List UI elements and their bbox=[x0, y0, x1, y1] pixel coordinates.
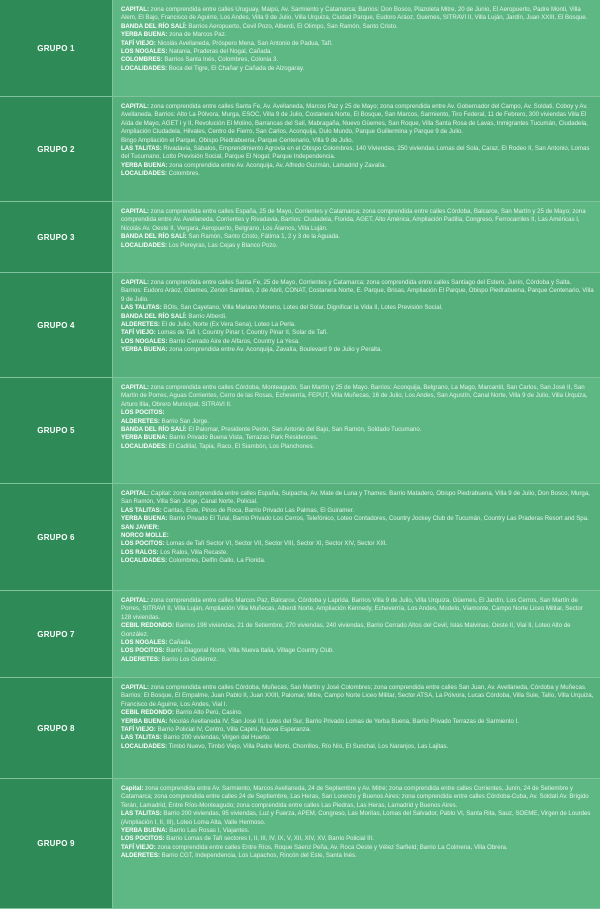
area-key: BANDA DEL RÍO SALÍ: bbox=[121, 426, 187, 434]
group-label: GRUPO 1 bbox=[0, 0, 113, 96]
area-text: San Ramón, Santo Cristo, Fátima 1, 2 y 3 de la Aguada. bbox=[186, 233, 341, 241]
area-text: Barrio Policial IV, Centro, Villa Capiní, Nueva Esperanza. bbox=[155, 726, 311, 734]
area-key: CAPITAL: bbox=[121, 208, 149, 215]
area-text: Los Pereyras, Las Cejas y Blanco Pozo. bbox=[167, 241, 278, 249]
area-key: LOS POCITOS: bbox=[121, 409, 165, 417]
area-line bbox=[121, 279, 594, 304]
area-line bbox=[121, 490, 594, 507]
area-key: TAFÍ VIEJO: bbox=[121, 843, 156, 851]
group-row bbox=[0, 484, 600, 591]
area-key: YERBA BUENA: bbox=[121, 434, 168, 442]
area-key: YERBA BUENA: bbox=[121, 515, 168, 523]
area-line bbox=[121, 233, 594, 241]
area-line bbox=[121, 639, 594, 647]
area-key: CAPITAL: bbox=[121, 103, 149, 110]
area-key: CAPITAL: bbox=[121, 597, 149, 604]
area-key: BANDA DEL RÍO SALÍ: bbox=[121, 233, 187, 241]
group-label: GRUPO 6 bbox=[0, 484, 113, 590]
area-line bbox=[121, 647, 594, 655]
area-text: El de Julio, Norte (Ex Vera Sena), Loteo La Perla. bbox=[159, 321, 296, 329]
area-line bbox=[121, 734, 594, 742]
area-text: zona comprendida entre calles Córdoba, Muñecas, San Martín y José Colombres; zona comprendida entre calles San Juan, Av. Avellaneda, Córdoba y Muñecas. Barrios: El Bosque, El Empalme, Juan Pablo II, Juan XXIII, Palomar, Mitre, Campo Norte Liceo Militar, Sector ATSA, La Pólvora, Lucas Córdoba, Villa Sule, Talío, Villa Urquiza, Francisco de Aguirre, Los Andes, Vial I. bbox=[121, 684, 594, 708]
area-key: CAPITAL: bbox=[121, 490, 149, 497]
group-row bbox=[0, 378, 600, 484]
area-line bbox=[121, 684, 594, 709]
area-key: LOS NOGALES: bbox=[121, 639, 168, 647]
area-line bbox=[121, 443, 594, 451]
area-text: Cañada. bbox=[167, 639, 193, 647]
area-text: zona comprendida entre Av. Aconquija, Zavalía, Boulevard 9 de Julio y Peralta. bbox=[167, 346, 383, 354]
area-text: Boca del Tigre, El Chañar y Cañada de Alzogaray. bbox=[167, 64, 305, 72]
area-key: ALDERETES: bbox=[121, 321, 160, 329]
area-text: Caritas, Este, Pinos de Roca, Barrio Privado Las Palmas, El Guiramer. bbox=[161, 506, 355, 514]
group-content bbox=[113, 678, 600, 778]
area-line bbox=[121, 810, 594, 827]
area-key: YERBA BUENA: bbox=[121, 161, 168, 169]
area-text: Capital: zona comprendida entre calles España, Suipacha, Av. Mate de Luna y Thames. Barrio Matadero, Obispo Piedrabuena, Villa 9 de Julio, Don Bosco, Murga, San Ramón, Villa San Jorge, Canal Norte, Policial. bbox=[121, 490, 590, 506]
area-key: LOCALIDADES: bbox=[121, 442, 168, 450]
group-content bbox=[113, 779, 600, 908]
area-text: Rivadavia, Sábalos, Emprendimiento Agrovia en el Obispo Colombres, 140 Viviendas, 250 viviendas Lomas del Sola, Caraz, El Rodeo II, San Antonio, Lomas del Tucumano, Lotto Previsión Social, Parque El Nogal; Parque Independencia. bbox=[121, 145, 590, 161]
area-key: LOCALIDADES: bbox=[121, 64, 168, 72]
area-line bbox=[121, 844, 594, 852]
area-text: zona comprendida entre calles Córdoba, Monteagudo, San Martín y 25 de Mayo. Barrios: Aconquija, Belgrano, La Mago, Marcantil, San Carlos, San José II, San Martín de Porres, Aguas Corrientes, Cerro de las Rosas, Echeverría, FEPUT, Villa Muñecas, 16 de Julio, Los Andes, San Agustín, Canal Norte, Villa 9 de Julio, Villa Urquiza, Arturo Illia, Obrero Municipal, SITRAVI II. bbox=[121, 384, 588, 408]
area-text: zona comprendida entre calles Santa Fe, 25 de Mayo, Corrientes y Catamarca; zona comprendida entre calles Santiago del Estero, Junín, Córdoba y Salta. Barrios: Eudoro Aráoz, Güemes, Zenón Santillán, 2 de Abril, CONAT, Costanera Norte, E. Parque, Brisas, Ampliación El Parque, Obispo Piedrabuena, Parque Centenario, Villa 9 de Julio. bbox=[121, 279, 594, 303]
area-text: Barrio Diagonal Norte, Villa Nueva Italia, Village Country Club. bbox=[164, 647, 335, 655]
area-key: SAN JAVIER: bbox=[121, 523, 160, 531]
area-key: LAS TALITAS: bbox=[121, 734, 162, 742]
area-key: LOCALIDADES: bbox=[121, 742, 168, 750]
area-key: CAPITAL: bbox=[121, 279, 149, 286]
area-line bbox=[121, 718, 594, 726]
group-row bbox=[0, 591, 600, 678]
area-line bbox=[121, 524, 594, 532]
group-content bbox=[113, 591, 600, 677]
area-line bbox=[121, 170, 594, 178]
area-line bbox=[121, 162, 594, 170]
area-key: YERBA BUENA: bbox=[121, 827, 168, 835]
area-text: Lomas de Tafí Sector VI, Sector VII, Sector VIII, Sector XI, Sector XIV, Sector XIII. bbox=[164, 540, 388, 548]
area-text: Barrio Los Gutiérrez. bbox=[159, 655, 218, 663]
area-text: Barrio Privado El Tulal, Barrio Privado Los Cerros, Telefónico, Loteo Contadores, Country Jockey Club de Tucumán, Country Las Praderas Resort and Spa. bbox=[167, 515, 589, 523]
area-text: Barrio CGT, Independencia, Los Lapachos, Rincón del Este, Santa Inés. bbox=[159, 852, 357, 860]
area-line bbox=[121, 726, 594, 734]
area-key: NORCO MOLLE: bbox=[121, 532, 169, 540]
area-text: Natania, Praderas del Nogal, Cañada. bbox=[167, 48, 273, 56]
area-key: TAFÍ VIEJO: bbox=[121, 39, 156, 47]
area-line bbox=[121, 48, 594, 56]
area-key: LOS RALOS: bbox=[121, 548, 159, 556]
area-key: LOS POCITOS: bbox=[121, 540, 165, 548]
group-content bbox=[113, 378, 600, 483]
area-key: TAFÍ VIEJO: bbox=[121, 726, 156, 734]
area-line bbox=[121, 656, 594, 664]
area-line bbox=[121, 65, 594, 73]
area-line bbox=[121, 329, 594, 337]
area-key: LAS TALITAS: bbox=[121, 810, 162, 818]
area-line bbox=[121, 313, 594, 321]
area-line bbox=[121, 409, 594, 417]
area-line bbox=[121, 384, 594, 409]
area-line bbox=[121, 835, 594, 843]
group-label: GRUPO 9 bbox=[0, 779, 113, 908]
area-line bbox=[121, 827, 594, 835]
area-line bbox=[121, 434, 594, 442]
area-text: Barrios Aeropuerto, Cevil Pozo, Alberdi, El Olimpo, San Ramón, Santo Cristo. bbox=[186, 22, 398, 30]
area-line bbox=[121, 597, 594, 622]
area-line bbox=[121, 6, 594, 23]
area-line bbox=[121, 557, 594, 565]
area-key: LOS NOGALES: bbox=[121, 48, 168, 56]
area-text: Barrio Cerrado Aire de Alfaros, Country La Yesa. bbox=[167, 337, 300, 345]
group-label: GRUPO 7 bbox=[0, 591, 113, 677]
group-content bbox=[113, 0, 600, 96]
area-key: CAPITAL: bbox=[121, 684, 149, 691]
group-row bbox=[0, 202, 600, 273]
area-key: YERBA BUENA: bbox=[121, 346, 168, 354]
area-text: Barrio Alto Perú, Casino. bbox=[174, 709, 243, 717]
area-text: Timbó Nuevo, Timbó Viejo, Villa Padre Monti, Chorrillos, Río Nío, El Sunchal, Los Naranjos, Las Lajitas. bbox=[167, 742, 449, 750]
area-line bbox=[121, 622, 594, 639]
area-line bbox=[121, 304, 594, 312]
area-line bbox=[121, 137, 594, 145]
area-line bbox=[121, 785, 594, 810]
area-line bbox=[121, 31, 594, 39]
area-key: LAS TALITAS: bbox=[121, 506, 162, 514]
area-line bbox=[121, 515, 594, 523]
area-line bbox=[121, 540, 594, 548]
area-text: Barrio Privado Buena Vista, Terrazas Park Residences. bbox=[167, 434, 319, 442]
area-line bbox=[121, 507, 594, 515]
area-line bbox=[121, 549, 594, 557]
area-text: zona comprendida entre Av. Aconquija, Av. Alfredo Guzmán, Lamadrid y Zavalía. bbox=[167, 161, 387, 169]
group-content bbox=[113, 484, 600, 590]
area-text: Barrio Lomas de Tafí sectores I, II, III, IV, IX, V, XII, XIV, XV, Barrio Policial III. bbox=[164, 835, 374, 843]
area-text: Barrio San Jorge. bbox=[159, 417, 210, 425]
group-content bbox=[113, 202, 600, 272]
area-text: zona de Marcos Paz. bbox=[167, 31, 227, 39]
area-text: Nicolás Avellaneda, Próspero Mena, San Antonio de Padua, Tafí. bbox=[155, 39, 333, 47]
area-key: BANDA DEL RÍO SALÍ: bbox=[121, 312, 187, 320]
area-text: Barrio 200 viviendas, Virgen del Huerto. bbox=[161, 734, 272, 742]
area-text: Lomas de Tafí I, Country Pinar I, Country Pinar II, Solar de Tafí. bbox=[155, 329, 328, 337]
area-text: Barrios 198 viviendas, 21 de Setiembre, 270 viviendas, 240 viviendas, Barrio Cerrado Altos del Cevil, Islas Malvinas, Oeste II, Vial II, Loteo Alto de González. bbox=[121, 622, 571, 638]
area-text: Colombres. bbox=[167, 170, 200, 178]
area-text: Barrios Santa Inés, Colombres, Colonia 3. bbox=[162, 56, 279, 64]
group-row bbox=[0, 97, 600, 202]
area-line bbox=[121, 346, 594, 354]
area-key: CAPITAL: bbox=[121, 384, 149, 391]
area-text: Los Ralos, Villa Recaste. bbox=[158, 548, 228, 556]
area-key: TAFÍ VIEJO: bbox=[121, 329, 156, 337]
area-line bbox=[121, 852, 594, 860]
area-key: YERBA BUENA: bbox=[121, 717, 168, 725]
area-line bbox=[121, 743, 594, 751]
area-key: ALDERETES: bbox=[121, 417, 160, 425]
area-text: zona comprendida entre calles Santa Fe, Av. Avellaneda, Marcos Paz y 25 de Mayo; zona comprendida entre Av. Gobernador del Campo, Av. Soldati, Coboy y Av. Avellaneda. Barrios: Alto La Pólvora, Murga, ESOC, Villa 9 de Julio, Costanera Norte, El Bosque, San Marcos, Sarmiento, Tiro Federal, 11 de Febrero, 300 viviendas Villa El Aída de Mayo, AGET I y II, Revolución El Molino, Barrancas del Salí, Mabragaña, Nuevo Güemes, San Roque, Villa Santa Rosa de Lavas, Inmigrantes Tucumán, Ciudadela, Ampliación Ciudadela, Hilvales, Centro de Fierro, San Carlos, Aconquija, Dulo Mundo, Parque Guillermina y Parque 9 de Julio. bbox=[121, 103, 588, 136]
area-text: Bingo Ampliación el Parque, Obispo Piedrabuena, Parque Centenario, Villa 9 de Julio. bbox=[121, 136, 354, 144]
area-text: Nicolás Avellaneda IV, San José III, Lotes del Sur, Barrio Privado Lomas de Yerba Buena, Barrio Privado Terrazas de Sarmiento I. bbox=[167, 717, 519, 725]
area-text: zona comprendida entre Av. Sarmiento, Marcos Avellaneda, 24 de Septiembre y Av. Mitre; zona comprendida entre calles Corrientes, Junín, 24 de Setiembre y Catamarca; zona comprendida entre calles 24 de Septiembre, Las Heras, San Lorenzo y Buenos Aires; zona comprendida entre calles Córdoba-Cuba, Av. Soldati Av. Brígido Terán, Lamadrid, Entre Ríos-Monteagudo; zona comprendida entre calles Las Piedras, Las Heras, Lamadrid y Buenos Aires. bbox=[121, 785, 589, 809]
group-row bbox=[0, 678, 600, 779]
area-key: LAS TALITAS: bbox=[121, 304, 162, 312]
area-text: El Cadillal, Tapia, Raco, El Siambón, Los Planchones. bbox=[167, 442, 315, 450]
area-text: zona comprendida entre calles Marcos Paz, Balcarce, Córdoba y Laprida. Barrios Villa 9 de Julio, Villa Urquiza, Güemes, El Jardín, Los Cerros, San Martín de Porres, SITRAVI II, Villa Luján, Ampliación Villa Muñecas, Alberdi Norte, Ampliación Kennedy, Echeverría, Los Andes, Modelo, Viamonte, Campo Norte Liceo Militar, Sector 128 viviendas. bbox=[121, 597, 583, 621]
area-key: LOCALIDADES: bbox=[121, 557, 168, 565]
area-key: LOCALIDADES: bbox=[121, 170, 168, 178]
area-text: zona comprendida entre calles Uruguay, Maipú, Av. Sarmiento y Catamarca; Barrios: Don Bosco, Plazoleta Mitre, 20 de Junio, El Aeropuerto, Padre Monti, Villa Alem, El Bajo, Francisco de Aguirre, Los Andes, Villa 9 de Julio, Villa Urquiza, Ciudad Parque, Eudoro Aráoz, Guemes, SITRAVI II, Villa Luján, Jardín, Juan XXIII, El Bosque. bbox=[121, 6, 588, 22]
area-text: Barrio Alberdi. bbox=[186, 312, 227, 320]
area-line bbox=[121, 709, 594, 717]
area-text: zona comprendida entre calles España, 25 de Mayo, Corrientes y Catamarca; zona comprendida entre calles Córdoba, Balcarce, San Martín y 25 de Mayo; zona comprendida entre Av. Avellaneda, Corrientes y Rivadavia, Barrios: Ciudadela, Florida, AGET, Alto América, Ampliación Padilla, Congreso, Ferrocarriles II, Las Américas I, Nicolás Av. Oeste II, Vergara, Aeropuerto, Belgrano, Los Álamos, Villa Luján. bbox=[121, 208, 586, 232]
area-key: CEBIL REDONDO: bbox=[121, 622, 175, 630]
group-label: GRUPO 3 bbox=[0, 202, 113, 272]
area-text: BOIs, San Cayetano, Villa Mariano Moreno, Lotes del Solar, Dignificar la Vida II, Lotes Previsión Social. bbox=[161, 304, 443, 312]
area-line bbox=[121, 208, 594, 233]
area-text: Colombres, Delfín Gallo, La Florida. bbox=[167, 557, 266, 565]
area-key: ALDERETES: bbox=[121, 655, 160, 663]
area-key: COLOMBRES: bbox=[121, 56, 163, 64]
group-row bbox=[0, 779, 600, 909]
group-label: GRUPO 2 bbox=[0, 97, 113, 201]
area-key: CEBIL REDONDO: bbox=[121, 709, 175, 717]
area-line bbox=[121, 338, 594, 346]
area-key: LOS POCITOS: bbox=[121, 835, 165, 843]
area-line bbox=[121, 56, 594, 64]
group-content bbox=[113, 273, 600, 377]
area-key: LAS TALITAS: bbox=[121, 145, 162, 153]
area-text: Barrio Las Rosas I, Viajantes. bbox=[167, 827, 250, 835]
area-key: Capital: bbox=[121, 785, 144, 792]
area-key: YERBA BUENA: bbox=[121, 31, 168, 39]
area-line bbox=[121, 23, 594, 31]
area-key: ALDERETES: bbox=[121, 852, 160, 860]
area-key: CAPITAL: bbox=[121, 6, 149, 13]
group-content bbox=[113, 97, 600, 201]
area-key: BANDA DEL RÍO SALÍ: bbox=[121, 22, 187, 30]
area-text: Barrio 200 viviendas, 95 viviendas, Luz y Fuerza, APEM, Congreso, Las Moritas, Lomas del Salvador, Pablo VI, Santa Rita, Sauz, SOEME, Virgen de Lourdes (Ampliación I, II, III), Loteo Loma Alta, Valle Hermoso. bbox=[121, 810, 591, 826]
area-line bbox=[121, 418, 594, 426]
area-key: LOCALIDADES: bbox=[121, 241, 168, 249]
group-row bbox=[0, 0, 600, 97]
area-line bbox=[121, 532, 594, 540]
area-line bbox=[121, 426, 594, 434]
area-text: El Palomar, Presidente Perón, San Antonio del Bajo, San Ramón, Soldado Tucumano. bbox=[186, 426, 422, 434]
group-label: GRUPO 5 bbox=[0, 378, 113, 483]
area-line bbox=[121, 242, 594, 250]
group-label: GRUPO 4 bbox=[0, 273, 113, 377]
area-line bbox=[121, 103, 594, 137]
group-row bbox=[0, 273, 600, 378]
group-label: GRUPO 8 bbox=[0, 678, 113, 778]
area-key: LOS POCITOS: bbox=[121, 647, 165, 655]
area-key: LOS NOGALES: bbox=[121, 337, 168, 345]
area-line bbox=[121, 40, 594, 48]
area-text: zona comprendida entre calles Entre Ríos, Roque Sáenz Peña, Av. Roca Oeste y Vélez Sarfield; Barrio La Colmena, Villa Obrera. bbox=[155, 843, 508, 851]
area-line bbox=[121, 145, 594, 162]
